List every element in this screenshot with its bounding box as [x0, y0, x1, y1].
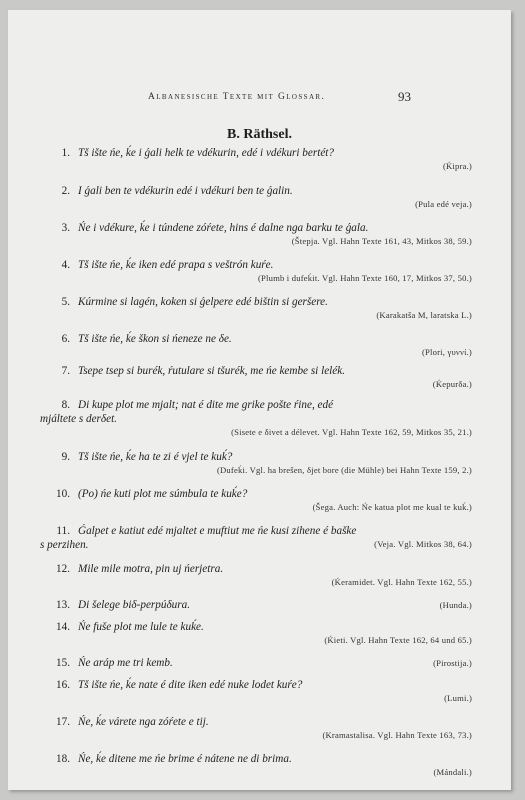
riddle-number: 7. — [61, 365, 70, 377]
riddle-text: I ǵali ben te vdékurin edé i vdékuri ben te ǵalin. — [78, 185, 293, 197]
riddle-text: Di šelege biδ-perpúδura. — [78, 599, 191, 611]
riddle-text: Tš ište ńe, ḱe ha te zi é vjel te kuḱ? — [78, 451, 233, 463]
riddle-number: 12. — [56, 563, 70, 575]
riddle-text: Ńe aráp me tri kemb. — [78, 657, 173, 669]
riddle-text: Tš ište ńe, ḱe nate é dite iken edé nuke lodet kuŕe? — [78, 679, 303, 691]
riddle-number: 10. — [56, 488, 70, 500]
riddle-answer: (Lumi.) — [444, 693, 472, 703]
riddle-number: 4. — [61, 259, 70, 271]
riddle-answer: (Ḱepurδa.) — [432, 379, 472, 389]
riddle-text: Mile mile motra, pin uj ńerjetra. — [78, 563, 224, 575]
riddle-answer: (Ḱieti. Vgl. Hahn Texte 162, 64 und 65.) — [324, 635, 472, 645]
riddle-answer: (Mándali.) — [433, 767, 472, 777]
riddle-entry — [40, 678, 472, 704]
riddle-text-continued: mjáltete s derδet. — [40, 413, 117, 425]
riddle-entry — [40, 524, 472, 550]
riddle-entry — [40, 258, 472, 284]
riddle-number: 9. — [61, 451, 70, 463]
riddle-answer: (Hunda.) — [439, 600, 472, 610]
riddle-answer: (Šega. Auch: Ńe katua plot me kual te kuḱ.) — [312, 502, 472, 512]
riddle-answer: (Pula edé veja.) — [415, 199, 472, 209]
riddle-answer: (Kramastalisa. Vgl. Hahn Texte 163, 73.) — [322, 730, 472, 740]
riddle-number: 6. — [61, 333, 70, 345]
riddle-entry — [40, 487, 472, 513]
riddle-number: 1. — [61, 147, 70, 159]
riddle-number: 3. — [61, 222, 70, 234]
riddle-answer: (Veja. Vgl. Mitkos 38, 64.) — [374, 539, 472, 549]
riddle-text: Tš ište ńe, ḱe škon si ńeneze ne δe. — [78, 333, 232, 345]
riddle-text: Ǵalpet e katiut edé mjaltet e muftiut me ńe kusi zihene é baške — [78, 525, 357, 537]
riddle-number: 18. — [56, 753, 70, 765]
riddle-text: Di kupe plot me mjalt; nat é dite me grike pošte ŕine, edé — [78, 399, 334, 411]
riddle-text: Tš ište ńe, ḱe iken edé prapa s veštrón kuŕe. — [78, 259, 274, 271]
riddle-entry — [40, 364, 472, 390]
riddle-entry — [40, 715, 472, 741]
riddle-number: 5. — [61, 296, 70, 308]
riddle-entry — [40, 332, 472, 358]
riddle-answer: (Dufeḱi. Vgl. ha brešen, δjet bore (die Mühle) bei Hahn Texte 159, 2.) — [216, 465, 472, 475]
riddle-text: Kúrmine si lagén, koken si ǵelpere edé bištin si geršere. — [78, 296, 328, 308]
riddle-entry — [40, 562, 472, 588]
riddle-entry — [40, 398, 472, 438]
riddle-text: Tš ište ńe, ḱe i ǵali helk te vdékurin, edé i vdékuri bertét? — [78, 147, 334, 159]
riddle-entry — [40, 295, 472, 321]
riddle-entry — [40, 184, 472, 210]
riddle-answer: (Karakatša M, laratska L.) — [376, 310, 472, 320]
riddle-entry — [40, 598, 472, 612]
riddle-entry — [40, 146, 472, 172]
riddle-number: 17. — [56, 716, 70, 728]
riddle-entry — [40, 752, 472, 778]
riddle-entry — [40, 221, 472, 247]
riddle-text-continued: s perzihen. — [40, 539, 89, 551]
riddle-answer: (Sisete e δivet a délevet. Vgl. Hahn Texte 162, 59, Mitkos 35, 21.) — [231, 427, 472, 437]
riddle-number: 8. — [61, 399, 70, 411]
riddle-number: 16. — [56, 679, 70, 691]
riddle-number: 2. — [61, 185, 70, 197]
riddle-number: 11. — [56, 525, 70, 537]
riddle-answer: (Plori, γυννί.) — [421, 347, 472, 357]
section-title: B. Räthsel. — [227, 127, 292, 142]
riddle-answer: (Ḱeramidet. Vgl. Hahn Texte 162, 55.) — [331, 577, 472, 587]
riddle-text: Tsepe tsep si burék, ŕutulare si tšurék, me ńe kembe si lelék. — [78, 365, 345, 377]
riddle-text: Ńe, ḱe ditene me ńe brime é nátene ne di brima. — [78, 753, 292, 765]
riddle-number: 15. — [56, 657, 70, 669]
riddle-text: Ńe i vdékure, ḱe i túndene zóŕete, hins é dalne nga barku te ǵala. — [78, 222, 369, 234]
riddle-number: 13. — [56, 599, 70, 611]
book-page — [8, 10, 511, 790]
riddle-entry — [40, 656, 472, 670]
riddle-text: Ńe fuše plot me lule te kuḱe. — [78, 621, 204, 633]
riddle-entry — [40, 450, 472, 476]
riddle-answer: (Štepja. Vgl. Hahn Texte 161, 43, Mitkos 38, 59.) — [291, 236, 472, 246]
riddle-text: Ńe, ḱe várete nga zóŕete e tij. — [78, 716, 209, 728]
riddle-text: (Po) ńe kuti plot me súmbula te kuḱe? — [78, 488, 248, 500]
riddle-answer: (Plumb i dufeḱit. Vgl. Hahn Texte 160, 17, Mitkos 37, 50.) — [257, 273, 472, 283]
riddle-entry — [40, 620, 472, 646]
riddle-number: 14. — [56, 621, 70, 633]
running-title: Albanesische Texte mit Glossar. — [148, 92, 326, 102]
page-number: 93 — [398, 89, 411, 104]
riddle-answer: (Ḱipra.) — [442, 161, 472, 171]
riddle-answer: (Pirostija.) — [433, 658, 472, 668]
